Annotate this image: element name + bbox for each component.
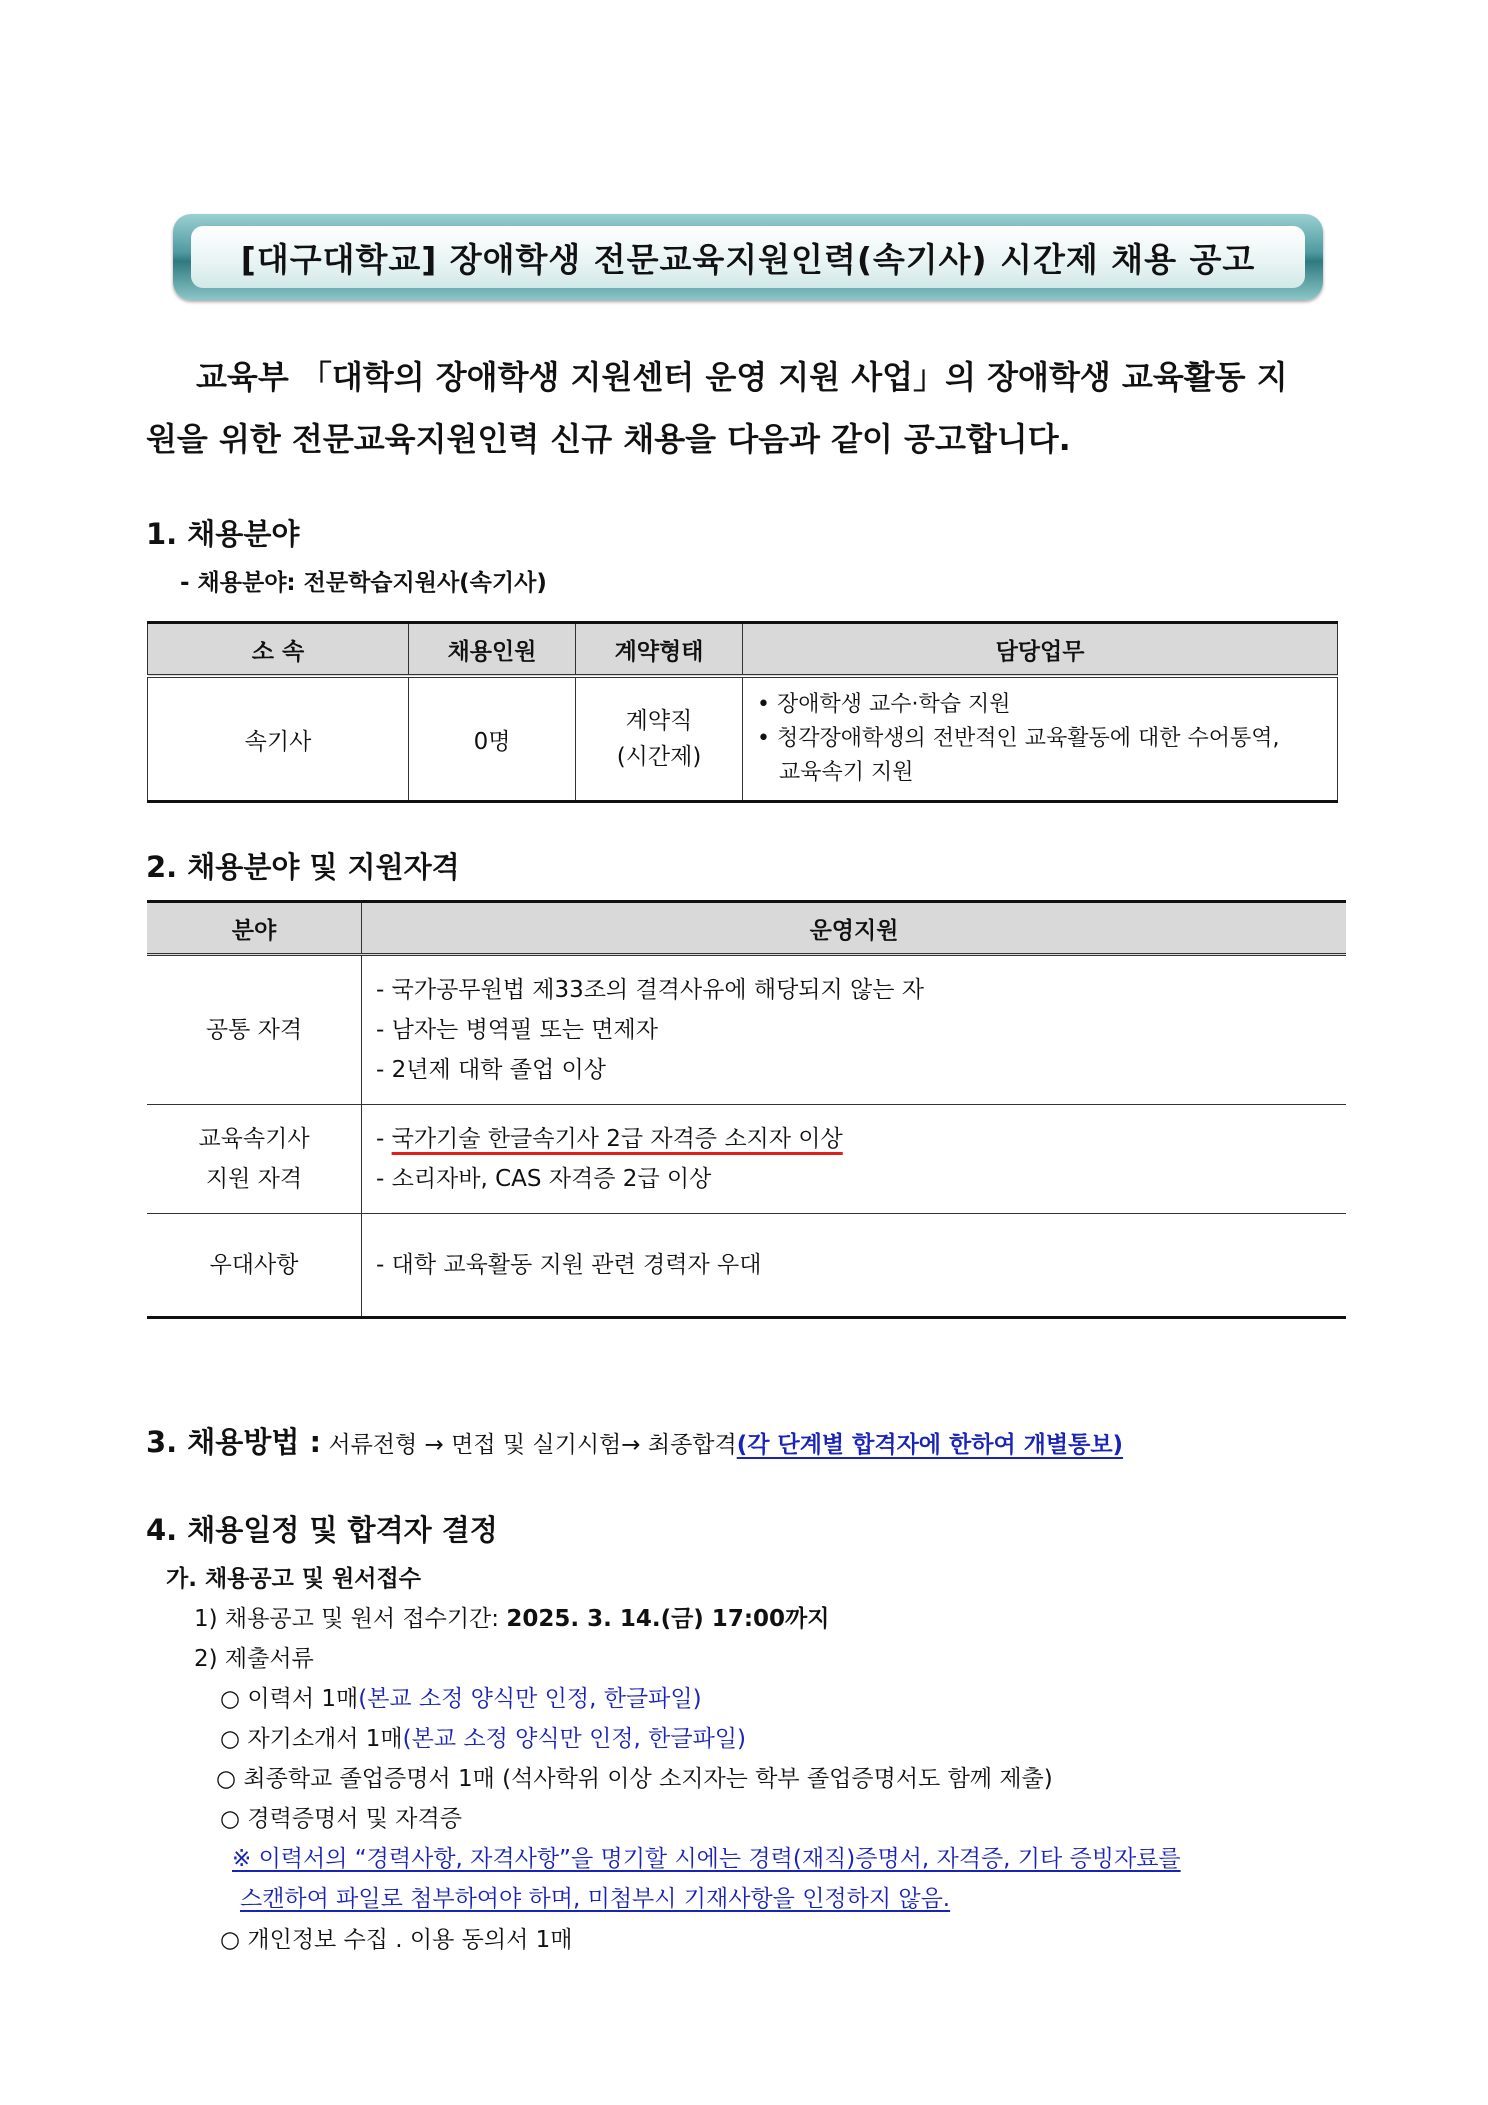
qualification-item	[376, 1119, 1346, 1159]
table-row	[148, 676, 1338, 802]
table-row	[147, 1105, 1346, 1214]
title-banner	[173, 214, 1323, 300]
qualification-item: - 남자는 병역필 또는 면제자	[376, 1017, 658, 1043]
recruit-field-table	[147, 621, 1338, 803]
doc-note: (본교 소정 양식만 인정, 한글파일)	[402, 1726, 746, 1752]
warning-line-1: ※ 이력서의 “경력사항, 자격사항”을 명기할 시에는 경력(재직)증명서, 자격증, 기타 증빙자료를	[232, 1846, 1181, 1872]
qualification-table	[147, 900, 1346, 1319]
warning-line-2: 스캔하여 파일로 첨부하여야 하며, 미첨부시 기재사항을 인정하지 않음.	[240, 1886, 951, 1912]
qualification-item: - 대학 교육활동 지원 관련 경력자 우대	[376, 1252, 762, 1278]
section2-heading: 2. 채용분야 및 지원자격	[146, 850, 460, 884]
cell-duty	[743, 676, 1338, 802]
doc-item-last: ○ 개인정보 수집 . 이용 동의서 1매	[220, 1927, 573, 1953]
section3-text: 서류전형 → 면접 및 실기시험→ 최종합격	[321, 1432, 737, 1458]
section3-line	[146, 1420, 1123, 1461]
section1-heading: 1. 채용분야	[146, 517, 300, 551]
section3-heading: 3. 채용방법 :	[146, 1425, 322, 1459]
duty-line-1: • 장애학생 교수·학습 지원	[757, 692, 1011, 717]
qualification-item: - 국가공무원법 제33조의 결격사유에 해당되지 않는 자	[376, 977, 925, 1003]
item1-label: 1) 채용공고 및 원서 접수기간:	[194, 1606, 507, 1632]
section4-item1	[194, 1600, 829, 1633]
intro-line-1: 교육부 「대학의 장애학생 지원센터 운영 지원 사업」의 장애학생 교육활동 지	[196, 358, 1288, 396]
header-count: 채용인원	[409, 623, 576, 677]
section4-item2: 2) 제출서류	[194, 1646, 314, 1672]
doc-item	[220, 1680, 702, 1713]
doc-text: ○ 최종학교 졸업증명서 1매 (석사학위 이상 소지자는 학부 졸업증명서도 함께 제출)	[216, 1766, 1053, 1792]
duty-line-2: • 청각장애학생의 전반적인 교육활동에 대한 수어통역,	[757, 726, 1280, 751]
table-row	[147, 1214, 1346, 1318]
qualification-item: - 소리자바, CAS 자격증 2급 이상	[376, 1166, 712, 1192]
cell-items	[362, 955, 1347, 1105]
table-header-row	[148, 623, 1338, 677]
doc-item	[216, 1760, 1053, 1793]
table-header-row	[147, 902, 1346, 955]
category-line-1: 교육속기사	[198, 1126, 310, 1152]
doc-item	[220, 1720, 746, 1753]
item-dash: -	[376, 1126, 392, 1152]
header-duty: 담당업무	[743, 623, 1338, 677]
doc-text: ○ 경력증명서 및 자격증	[220, 1806, 462, 1832]
header-field: 분야	[147, 902, 362, 955]
intro-line-2: 원을 위한 전문교육지원인력 신규 채용을 다음과 같이 공고합니다.	[146, 420, 1071, 458]
duty-line-3: 교육속기 지원	[779, 760, 914, 785]
section3-note: (각 단계별 합격자에 한하여 개별통보)	[736, 1432, 1124, 1458]
intro-paragraph	[146, 346, 1346, 470]
doc-text: ○ 이력서 1매	[220, 1686, 359, 1712]
section4-heading: 4. 채용일정 및 합격자 결정	[146, 1513, 498, 1547]
cell-items	[362, 1105, 1347, 1214]
cell-category: 공통 자격	[147, 955, 362, 1105]
cell-category	[147, 1105, 362, 1214]
title-banner-inner	[191, 226, 1305, 288]
qualification-item: - 2년제 대학 졸업 이상	[376, 1057, 606, 1083]
category-line-2: 지원 자격	[205, 1166, 303, 1192]
contract-line-1: 계약직	[625, 708, 693, 734]
cell-count: 0명	[409, 676, 576, 802]
cell-category: 우대사항	[147, 1214, 362, 1318]
cell-items	[362, 1214, 1347, 1318]
doc-text: ○ 자기소개서 1매	[220, 1726, 403, 1752]
doc-note: (본교 소정 양식만 인정, 한글파일)	[358, 1686, 702, 1712]
header-dept: 소 속	[148, 623, 409, 677]
cell-contract	[576, 676, 743, 802]
header-contract: 계약형태	[576, 623, 743, 677]
table-row	[147, 955, 1346, 1105]
header-support: 운영지원	[362, 902, 1347, 955]
highlighted-requirement: 국가기술 한글속기사 2급 자격증 소지자 이상	[391, 1126, 843, 1152]
cell-dept: 속기사	[148, 676, 409, 802]
section4-sub-a: 가. 채용공고 및 원서접수	[166, 1566, 421, 1592]
section1-field: - 채용분야: 전문학습지원사(속기사)	[180, 570, 547, 596]
contract-line-2: (시간제)	[616, 744, 702, 770]
page-title: [대구대학교] 장애학생 전문교육지원인력(속기사) 시간제 채용 공고	[240, 239, 1256, 279]
doc-item	[220, 1800, 462, 1833]
item1-date: 2025. 3. 14.(금) 17:00까지	[506, 1606, 830, 1632]
